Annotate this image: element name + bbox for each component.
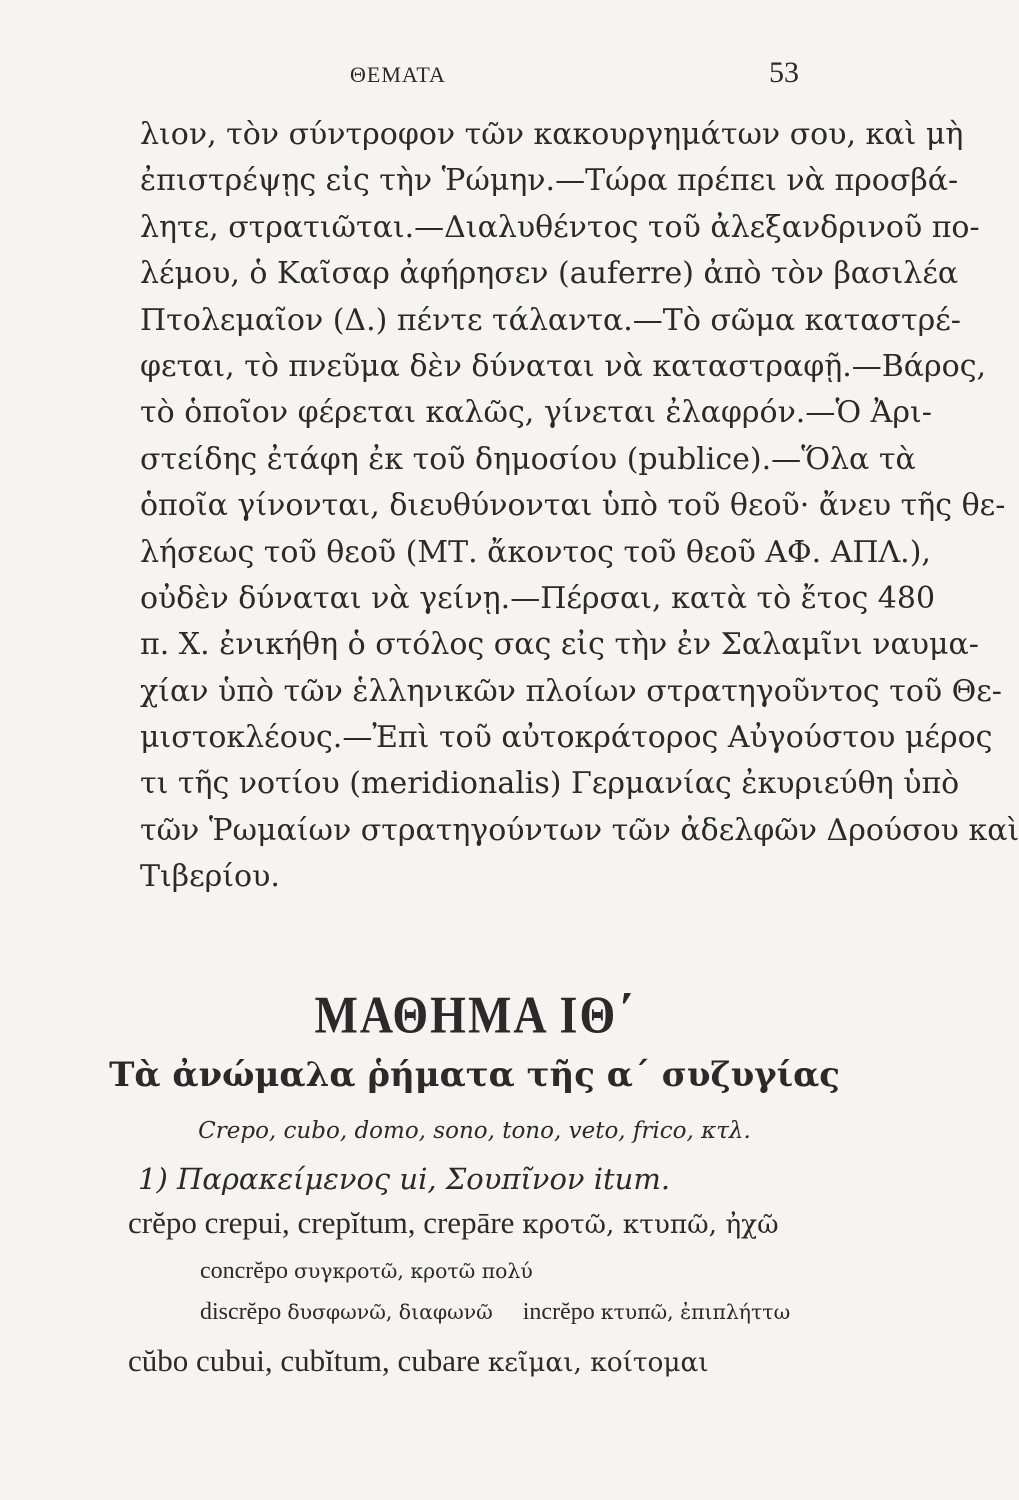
- verb-forms: cŭbo cubui, cubĭtum, cubare: [128, 1343, 481, 1378]
- running-title: ΘΕΜΑΤΑ: [350, 62, 446, 87]
- text-line: στείδης ἐτάφη ἐκ τοῦ δημοσίου (publice).—Ὅλα τὰ: [140, 441, 916, 477]
- verb-translation: κροτῶ, κτυπῶ, ἠχῶ: [522, 1210, 779, 1240]
- text-line: λέμου, ὁ Καῖσαρ ἀφήρησεν (auferre) ἀπὸ τὸν βασιλέα: [140, 256, 959, 292]
- exercise-paragraph: [140, 112, 1019, 901]
- running-head: [0, 56, 949, 102]
- verb-translation: συγκροτῶ, κροτῶ πολύ: [293, 1259, 533, 1283]
- verb-translation: δυσφωνῶ, διαφωνῶ: [287, 1300, 493, 1324]
- text-line: ὁποῖα γίνονται, διευθύνονται ὑπὸ τοῦ θεοῦ· ἄνευ τῆς θε-: [140, 488, 1006, 524]
- text-line: χίαν ὑπὸ τῶν ἑλληνικῶν πλοίων στρατηγοῦντος τοῦ Θε-: [140, 673, 1002, 709]
- text-line: φεται, τὸ πνεῦμα δὲν δύναται νὰ καταστραφῇ.—Βάρος,: [140, 348, 987, 384]
- verb-forms: crĕpo crepui, crepĭtum, crepāre: [128, 1205, 515, 1240]
- text-line: τῶν Ῥωμαίων στρατηγούντων τῶν ἀδελφῶν Δρούσου καὶ: [140, 812, 1019, 848]
- verb-translation: κεῖμαι, κοίτομαι: [487, 1348, 709, 1378]
- verb-entry-cubo: [128, 1343, 709, 1379]
- text-line: λήσεως τοῦ θεοῦ (ΜΤ. ἄκοντος τοῦ θεοῦ ΑΦ. ΑΠΛ.),: [140, 534, 931, 570]
- text-line: τὸ ὁποῖον φέρεται καλῶς, γίνεται ἐλαφρόν.—Ὁ Ἀρι-: [140, 395, 932, 431]
- verb-translation: κτυπῶ, ἐπιπλήττω: [600, 1300, 791, 1324]
- text-line: Τιβερίου.: [140, 859, 280, 895]
- text-line: μιστοκλέους.—Ἐπὶ τοῦ αὐτοκράτορος Αὐγούστου μέρος: [140, 720, 993, 756]
- verb-forms: discrĕpo: [200, 1299, 282, 1325]
- text-line: οὐδὲν δύναται νὰ γείνῃ.—Πέρσαι, κατὰ τὸ ἔτος 480: [140, 580, 936, 616]
- verb-forms: incrĕpo: [522, 1299, 595, 1325]
- text-line: Πτολεμαῖον (Δ.) πέντε τάλαντα.—Τὸ σῶμα καταστρέ-: [140, 302, 961, 338]
- text-line: λητε, στρατιῶται.—Διαλυθέντος τοῦ ἀλεξανδρινοῦ πο-: [140, 209, 980, 245]
- section-heading: 1) Παρακείμενος ui, Σουπῖνον itum.: [138, 1162, 671, 1196]
- lesson-title: ΜΑΘΗΜΑ ΙΘ΄: [314, 985, 635, 1044]
- text-line: π. Χ. ἐνικήθη ὁ στόλος σας εἰς τὴν ἐν Σαλαμῖνι ναυμα-: [140, 627, 979, 663]
- verb-forms: concrĕpo: [200, 1258, 288, 1284]
- lesson-subtitle: Τὰ ἀνώμαλα ῥήματα τῆς α΄ συζυγίας: [109, 1055, 840, 1095]
- text-line: ἐπιστρέψῃς εἰς τὴν Ῥώμην.—Τώρα πρέπει νὰ προσβά-: [140, 163, 959, 199]
- text-line: λιον, τὸν σύντροφον τῶν κακουργημάτων σου, καὶ μὴ: [140, 117, 964, 152]
- verb-entry-discrepo-increpo: [200, 1299, 790, 1326]
- verb-entry-concrepo: [200, 1258, 533, 1285]
- verb-entry-crepo: [128, 1205, 779, 1241]
- verb-examples: Crepo, cubo, domo, sono, tono, veto, frico, κτλ.: [198, 1118, 751, 1144]
- page-number: 53: [769, 56, 799, 89]
- text-line: τι τῆς νοτίου (meridionalis) Γερμανίας ἐκυριεύθη ὑπὸ: [140, 766, 960, 802]
